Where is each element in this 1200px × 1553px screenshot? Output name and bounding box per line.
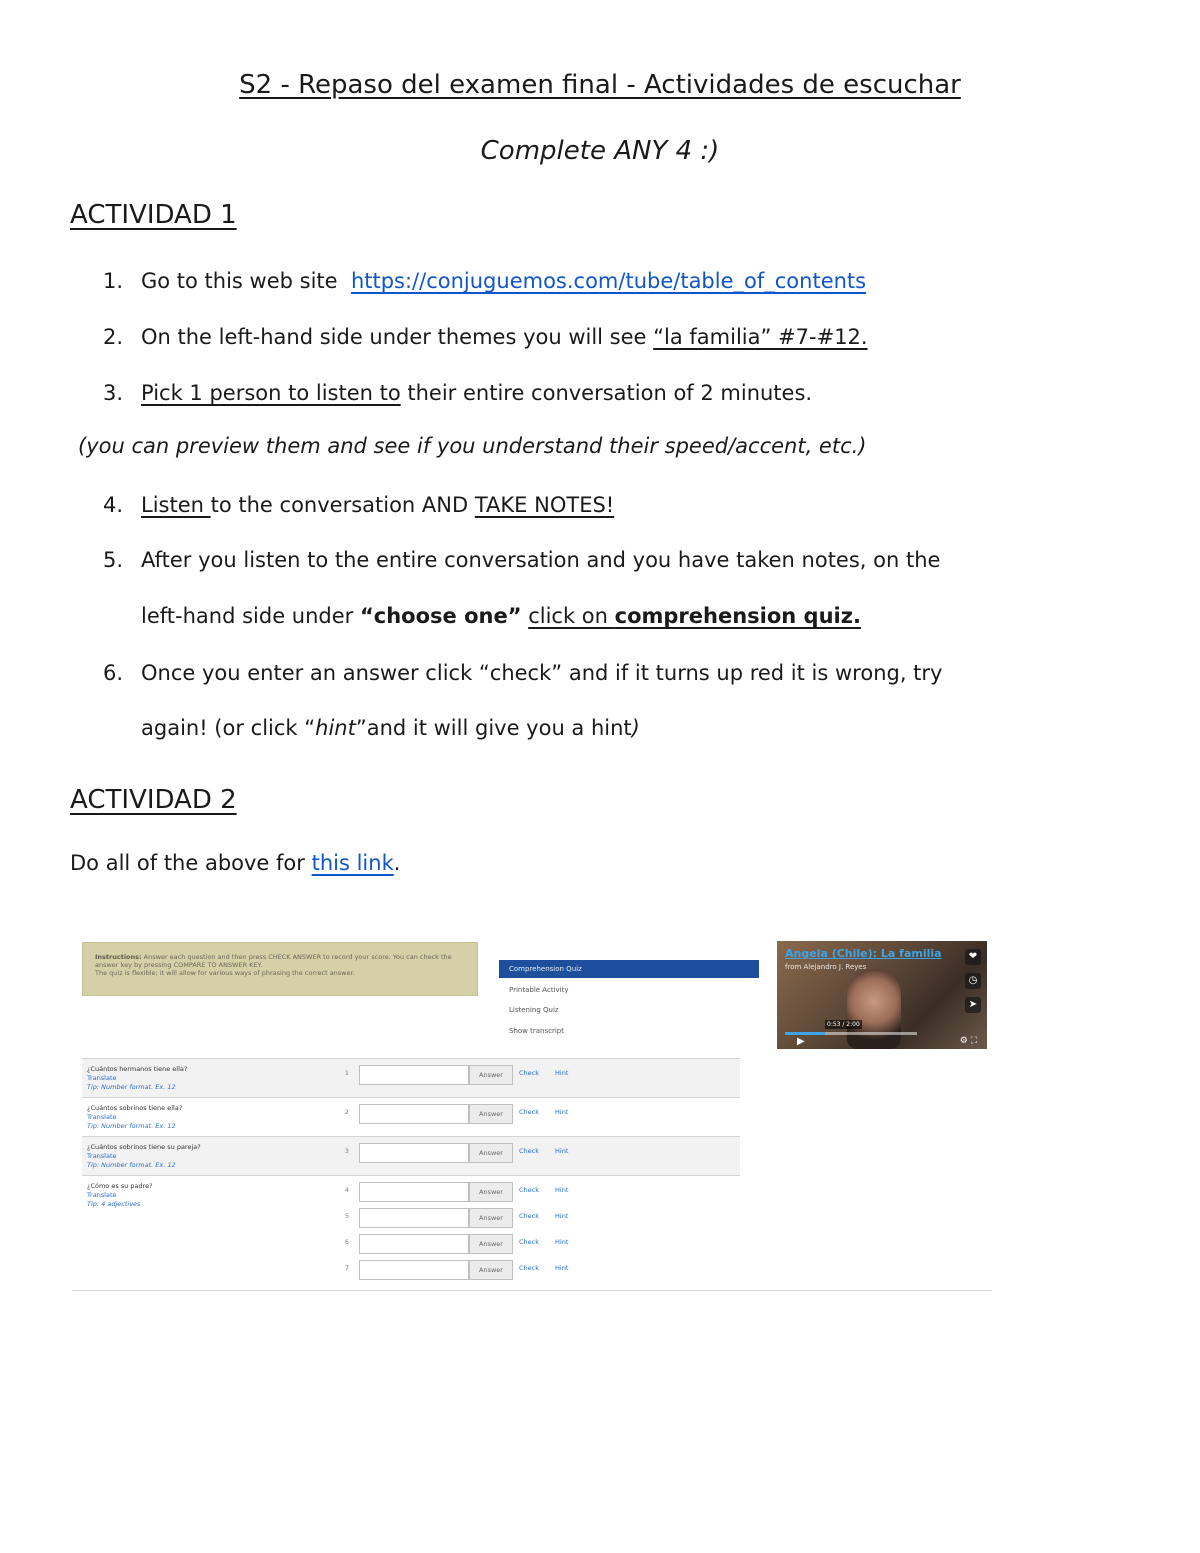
hint-link[interactable]: Hint — [555, 1212, 569, 1220]
activity-menu — [499, 952, 759, 1044]
question-tip: Tip: Number format. Ex. 12 — [87, 1083, 176, 1091]
clock-icon[interactable]: ◷ — [965, 973, 981, 989]
step-number: 5. — [103, 548, 124, 572]
answer-button[interactable]: Answer — [469, 1234, 513, 1254]
step-text: left-hand side under — [141, 604, 360, 628]
activity-2-instruction: Do all of the above for — [70, 851, 312, 875]
answer-number: 2 — [345, 1109, 349, 1116]
settings-icon[interactable]: ⚙ ⛶ — [959, 1036, 977, 1046]
answer-button[interactable]: Answer — [469, 1182, 513, 1202]
question-row — [82, 1058, 740, 1098]
answer-number: 1 — [345, 1070, 349, 1077]
check-link[interactable]: Check — [519, 1264, 539, 1272]
quiz-screenshot — [72, 928, 992, 1293]
step-text: again! (or click “ — [141, 716, 316, 740]
answer-input[interactable] — [359, 1182, 469, 1202]
step-underlined-text: click on — [528, 604, 615, 628]
step-underlined-text: Listen — [141, 493, 211, 517]
question-text: ¿Cuántos sobrinos tiene ella? — [87, 1104, 183, 1112]
instructions-text-2: The quiz is flexible; it will allow for various ways of phrasing the correct answer. — [95, 969, 355, 977]
check-link[interactable]: Check — [519, 1186, 539, 1194]
answer-input[interactable] — [359, 1208, 469, 1228]
answer-number: 3 — [345, 1148, 349, 1155]
step-text: Once you enter an answer click “check” and if it turns up red it is wrong, try — [141, 661, 943, 685]
question-text: ¿Cuántos sobrinos tiene su pareja? — [87, 1143, 201, 1151]
step-underlined-text: TAKE NOTES! — [474, 493, 615, 517]
quiz-instructions — [82, 942, 478, 996]
answer-input[interactable] — [359, 1143, 469, 1163]
document-subtitle: Complete ANY 4 :) — [480, 136, 720, 166]
menu-item-printable-activity[interactable]: Printable Activity — [509, 986, 569, 994]
activity-1-heading: ACTIVIDAD 1 — [70, 200, 237, 230]
answer-button[interactable]: Answer — [469, 1208, 513, 1228]
question-tip: Tip: 4 adjectives — [87, 1200, 141, 1208]
translate-link[interactable]: Translate — [87, 1152, 117, 1160]
translate-link[interactable]: Translate — [87, 1191, 117, 1199]
question-cell — [87, 1065, 187, 1092]
answer-input[interactable] — [359, 1065, 469, 1085]
activity-2-text — [70, 851, 400, 875]
hint-link[interactable]: Hint — [555, 1238, 569, 1246]
answer-input[interactable] — [359, 1234, 469, 1254]
check-link[interactable]: Check — [519, 1069, 539, 1077]
hint-link[interactable]: Hint — [555, 1186, 569, 1194]
activity-2-heading: ACTIVIDAD 2 — [70, 785, 237, 815]
step-text: Go to this web site — [141, 269, 338, 293]
share-icon[interactable]: ➤ — [965, 997, 981, 1013]
play-icon[interactable]: ▶ — [797, 1036, 805, 1047]
video-thumbnail-person — [847, 969, 901, 1049]
instructions-text: Answer each question and then press CHECK ANSWER to record your score. You can check the answer key by pressing COMPARE TO ANSWER KEY. — [95, 953, 452, 969]
menu-item-show-transcript[interactable]: Show transcript — [509, 1027, 564, 1035]
step-number: 6. — [103, 661, 124, 685]
hint-link[interactable]: Hint — [555, 1108, 569, 1116]
this-link[interactable]: this link — [311, 851, 394, 875]
question-cell — [87, 1143, 201, 1170]
activity-2-period: . — [393, 851, 401, 875]
step-text: to the conversation AND — [210, 493, 475, 517]
step-italic-text: hint — [315, 716, 356, 740]
question-row — [82, 1136, 740, 1176]
video-author: from Alejandro J. Reyes — [785, 963, 867, 971]
divider — [72, 1290, 992, 1291]
answer-button[interactable]: Answer — [469, 1260, 513, 1280]
video-progress-bar[interactable] — [785, 1032, 917, 1035]
instructions-label: Instructions: — [95, 953, 142, 961]
answer-row — [345, 1182, 725, 1202]
answer-button[interactable]: Answer — [469, 1104, 513, 1124]
step-number: 3. — [103, 381, 124, 405]
heart-icon[interactable]: ❤ — [965, 949, 981, 965]
step-italic-text: ) — [631, 716, 640, 740]
answer-row — [345, 1260, 725, 1280]
answer-number: 7 — [345, 1265, 349, 1272]
answer-number: 6 — [345, 1239, 349, 1246]
answer-input[interactable] — [359, 1104, 469, 1124]
step-underlined-bold-text: comprehension quiz. — [614, 604, 861, 628]
check-link[interactable]: Check — [519, 1212, 539, 1220]
preview-note: (you can preview them and see if you understand their speed/accent, etc.) — [78, 434, 867, 458]
conjuguemos-link[interactable]: https://conjuguemos.com/tube/table_of_contents — [350, 269, 867, 293]
answer-row — [345, 1143, 725, 1163]
question-tip: Tip: Number format. Ex. 12 — [87, 1161, 176, 1169]
step-text: ”and it will give you a hint — [355, 716, 632, 740]
answer-row — [345, 1104, 725, 1124]
question-tip: Tip: Number format. Ex. 12 — [87, 1122, 176, 1130]
question-text: ¿Cómo es su padre? — [87, 1182, 153, 1190]
question-row — [82, 1175, 740, 1286]
step-number: 1. — [103, 269, 124, 293]
answer-number: 5 — [345, 1213, 349, 1220]
hint-link[interactable]: Hint — [555, 1147, 569, 1155]
answer-row — [345, 1234, 725, 1254]
step-text: On the left-hand side under themes you will see — [141, 325, 654, 349]
step-text: their entire conversation of 2 minutes. — [400, 381, 813, 405]
answer-row — [345, 1065, 725, 1085]
menu-item-listening-quiz[interactable]: Listening Quiz — [509, 1006, 559, 1014]
check-link[interactable]: Check — [519, 1238, 539, 1246]
step-text: After you listen to the entire conversation and you have taken notes, on the — [141, 548, 941, 572]
check-link[interactable]: Check — [519, 1147, 539, 1155]
hint-link[interactable]: Hint — [555, 1264, 569, 1272]
answer-button[interactable]: Answer — [469, 1065, 513, 1085]
video-title[interactable]: Angela (Chile): La familia — [785, 947, 942, 960]
document-title: S2 - Repaso del examen final - Actividades de escuchar — [239, 70, 961, 100]
translate-link[interactable]: Translate — [87, 1113, 117, 1121]
menu-item-comprehension-quiz[interactable]: Comprehension Quiz — [499, 960, 759, 978]
step-number: 2. — [103, 325, 124, 349]
answer-row — [345, 1208, 725, 1228]
step-bold-text: “choose one” — [359, 604, 522, 628]
step-underlined-text: “la familia” #7-#12. — [653, 325, 868, 349]
question-row — [82, 1097, 740, 1137]
hint-link[interactable]: Hint — [555, 1069, 569, 1077]
video-time: 0:53 / 2:00 — [827, 1021, 860, 1028]
step-underlined-text: Pick 1 person to listen to — [141, 381, 401, 405]
answer-button[interactable]: Answer — [469, 1143, 513, 1163]
video-player[interactable] — [777, 941, 987, 1049]
check-link[interactable]: Check — [519, 1108, 539, 1116]
question-cell — [87, 1104, 182, 1131]
answer-number: 4 — [345, 1187, 349, 1194]
step-number: 4. — [103, 493, 124, 517]
answer-input[interactable] — [359, 1260, 469, 1280]
translate-link[interactable]: Translate — [87, 1074, 117, 1082]
question-cell — [87, 1182, 153, 1209]
question-text: ¿Cuántos hermanos tiene ella? — [87, 1065, 188, 1073]
